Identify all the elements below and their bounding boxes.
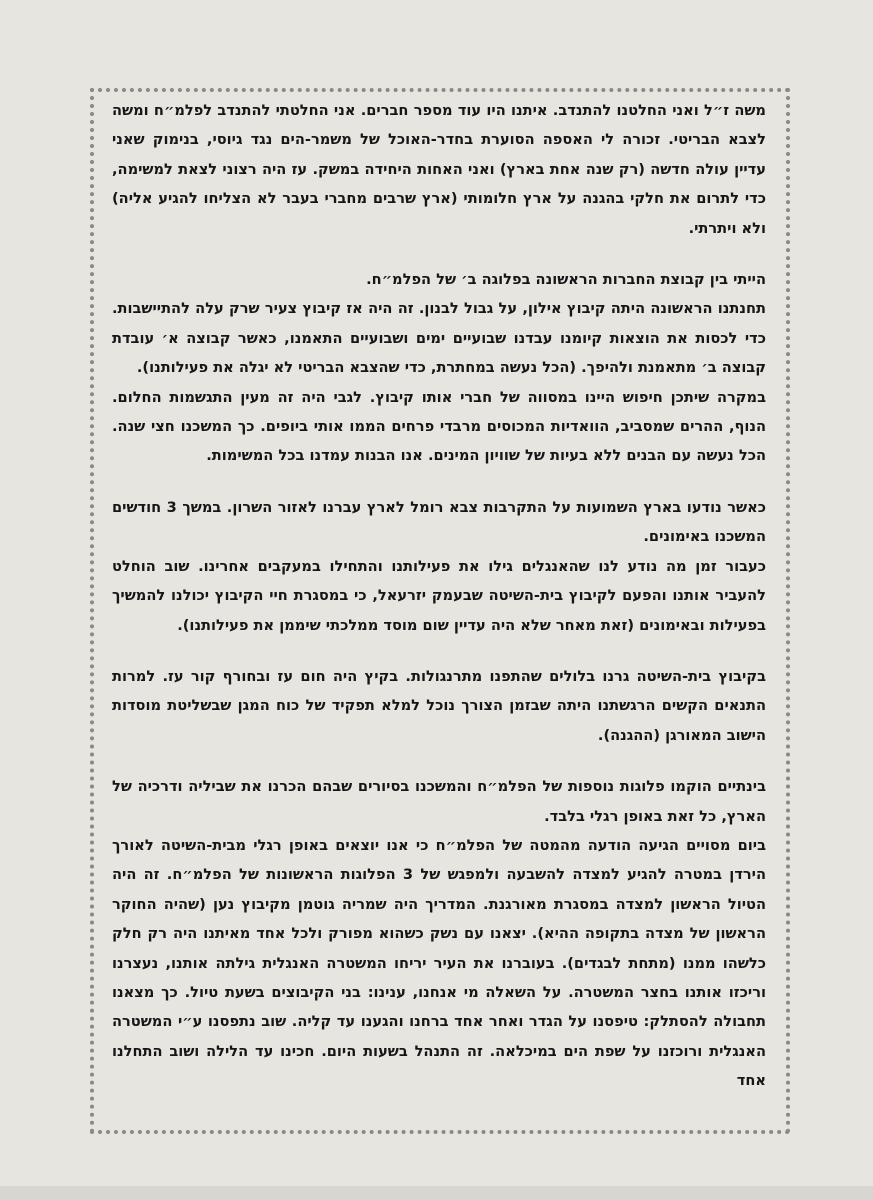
scan-bottom-edge — [0, 1186, 873, 1200]
paragraph-gap — [112, 640, 766, 662]
paragraph-sharon: כאשר נודעו בארץ השמועות על התקרבות צבא רומל לארץ עברנו לאזור השרון. במשך 3 חודשים המשכנו באימונים. — [112, 498, 766, 546]
document-body — [112, 96, 766, 1096]
paragraph-masada-trek: ביום מסויים הגיעה הודעה מהמטה של הפלמ״ח כי אנו יוצאים באופן רגלי מבית-השיטה לאורך הירדן במטרה להגיע למצדה להשבעה ולמפגש של 3 הפלוגות הראשונות של הפלמ״ח. זה היה הטיול הראשון למצדה במסגרת מאורגנת. המדריך היה שמריה גוטמן מקיבוץ נען (שהיה החוקר הראשון של מצדה בתקופה ההיא). יצאנו עם נשק כשהוא מפורק ולכל אחד מאיתנו היה רק חלק כלשהו ממנו (מתחת לבגדים). בעוברנו את העיר יריחו המשטרה האנגלית גילתה אותנו, נעצרנו וריכזו אותנו בחצר המשטרה. על השאלה מי אנחנו, ענינו: בני הקיבוצים בשעת טיול. כך מצאנו תחבולה להסתלק: טיפסנו על הגדר ואחר אחד ברחנו והגענו עד קליה. שוב נתפסנו ע״י המשטרה האנגלית ורוכזנו על שפת הים במיכלאה. זה התנהל בשעות היום. חכינו עד הלילה ושוב התחלנו אחד — [112, 836, 767, 1090]
paragraph-chicken-coops: בקיבוץ בית-השיטה גרנו בלולים שהתפנו מתרנגולות. בקיץ היה חום עז ובחורף קור עז. למרות התנאים הקשים הרגשתנו היתה שבזמן הצורך נוכל למלא תפקיד של כוח המגן שבשליטת מוסדות הישוב המאורגן (ההגנה). — [112, 667, 766, 744]
paragraph-gap — [112, 243, 766, 265]
paragraph-kibbutz-eilon: תחנתנו הראשונה היתה קיבוץ אילון, על גבול לבנון. זה היה אז קיבוץ צעיר שרק עלה להתיישבות. כדי לכסות את הוצאות קיומנו עבדנו שבועיים ימים ושבועיים התאמנו, כאשר קבוצה א׳ עובדת קבוצה ב׳ מתאמנת ולהיפך. (הכל נעשה במחתרת, כדי שהצבא הבריטי לא יגלה את פעילותנו). — [112, 300, 766, 377]
paragraph-enlistment: משה ז״ל ואני החלטנו להתנדב. איתנו היו עוד מספר חברים. אני החלטתי להתנדב לפלמ״ח ומשה לצבא הבריטי. זכורה לי האספה הסוערת בחדר-האוכל של משמר-הים נגד גיוסי, בנימוק שאני עדיין עולה חדשה (רק שנה אחת בארץ) ואני האחות היחידה במשק. עז היה רצוני לצאת למשימה, כדי לתרום את חלקי בהגנה על ארץ חלומותי (ארץ שרבים מחברי בעבר לא הצליחו להגיע אליה) ולא ויתרתי. — [112, 102, 766, 237]
paragraph-company-b: הייתי בין קבוצת החברות הראשונה בפלוגה ב׳ של הפלמ״ח. — [366, 271, 766, 289]
paragraph-beit-hashita-move: כעבור זמן מה נודע לנו שהאנגלים גילו את פעילותנו והתחילו במעקבים אחרינו. שוב הוחלט להעביר אותנו והפעם לקיבוץ בית-השיטה שבעמק יזרעאל, כי במסגרת חיי הקיבוץ יכולנו להמשיך בפעילות ובאימונים (זאת מאחר שלא היה עדיין שום מוסד ממלכתי שיממן את פעילותנו). — [112, 557, 766, 634]
paragraph-gap — [112, 750, 766, 772]
paragraph-patrols: בינתיים הוקמו פלוגות נוספות של הפלמ״ח והמשכנו בסיורים שבהם הכרנו את שביליה ודרכיה של הארץ, כל זאת באופן רגלי בלבד. — [112, 778, 766, 825]
paragraph-gap — [112, 471, 766, 493]
paragraph-disguise: במקרה שיתכן חיפוש היינו במסווה של חברי אותו קיבוץ. לגבי היה זה מעין התגשמות החלום. הנוף, ההרים שמסביב, הוואדיות המכוסים מרבדי פרחים הממו אותי ביופים. כך המשכנו חצי שנה. הכל נעשה עם הבנים ללא בעיות של שוויון המינים. אנו הבנות עמדנו בכל המשימות. — [112, 388, 766, 465]
